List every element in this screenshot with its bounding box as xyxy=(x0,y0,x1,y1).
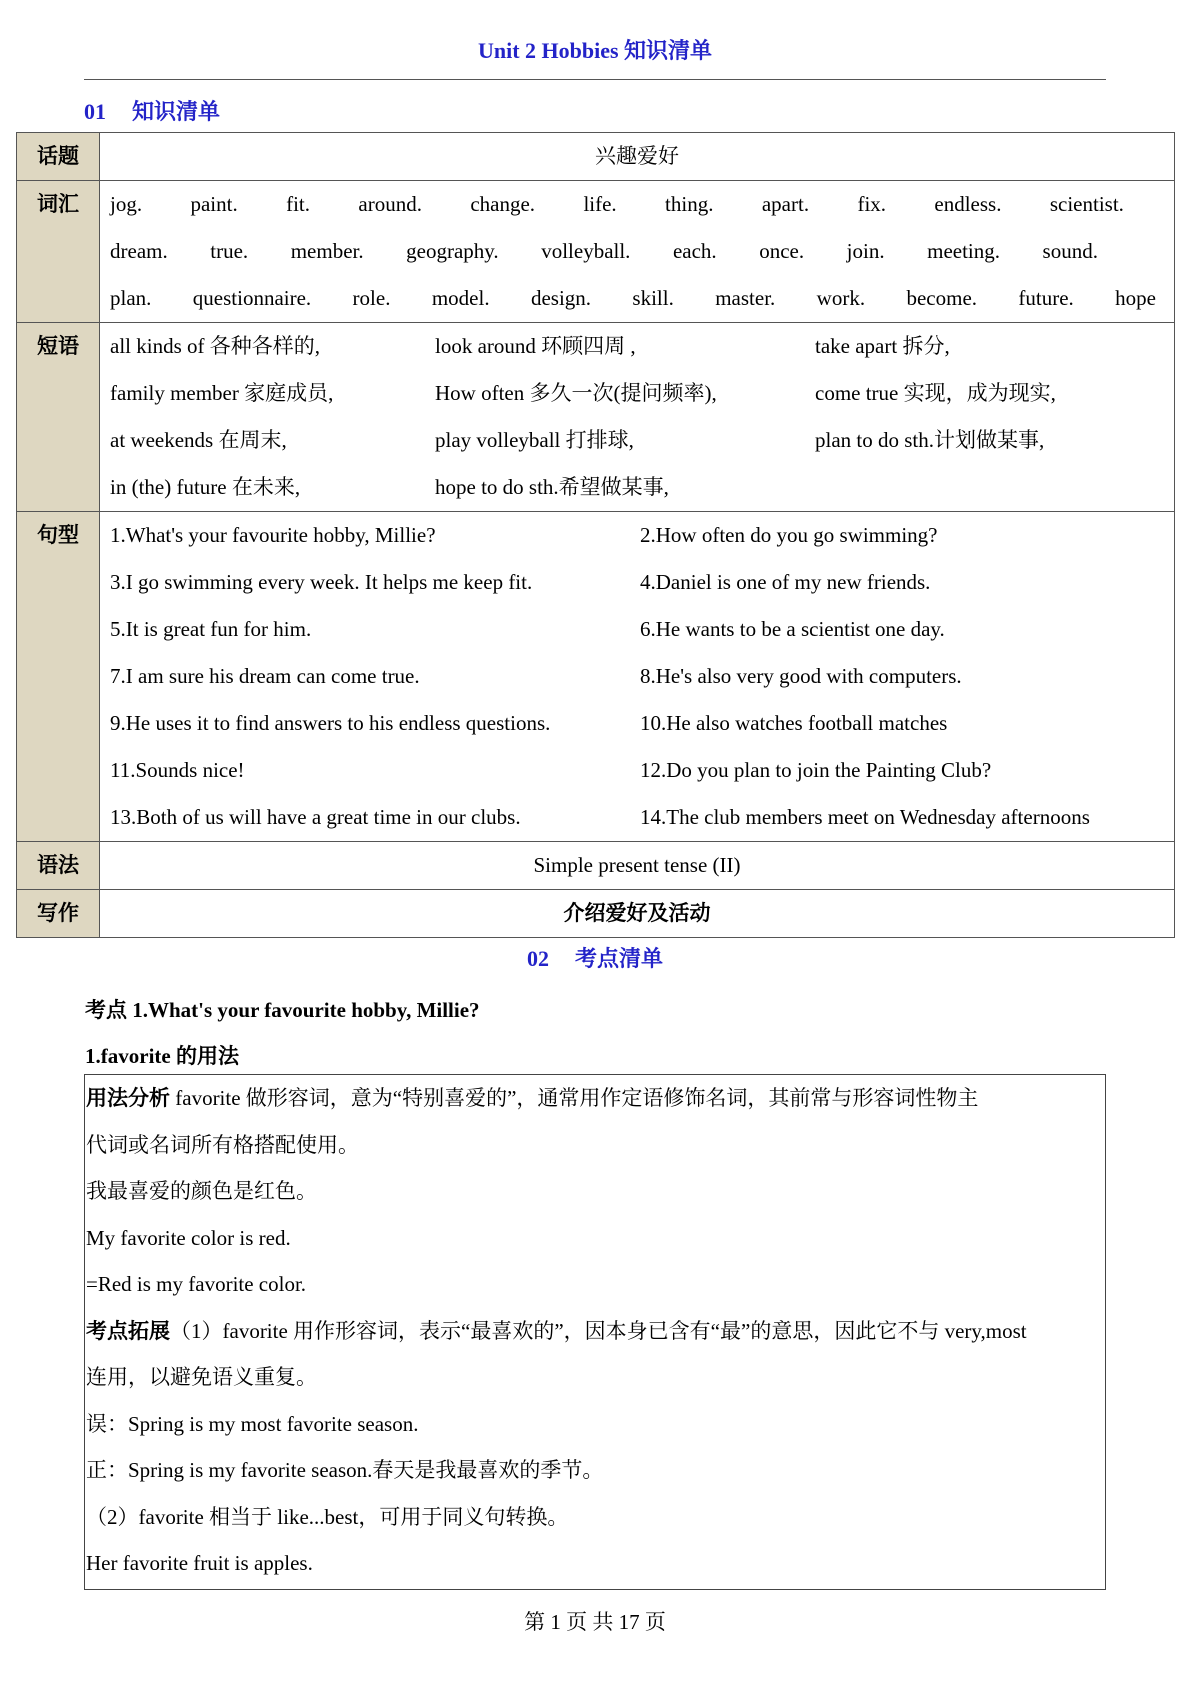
row-label: 短语 xyxy=(17,323,100,512)
vocab-word: apart. xyxy=(761,192,810,216)
vocab-word: join. xyxy=(846,239,885,263)
knowledge-table xyxy=(16,132,1175,938)
sentence-item: 5.It is great fun for him. xyxy=(110,617,312,641)
sentence-item: 12.Do you plan to join the Painting Club? xyxy=(640,758,992,782)
row-vocab xyxy=(17,181,1175,323)
extension-text: （1）favorite 用作形容词，表示“最喜欢的”，因本身已含有“最”的意思，因此它不与 very,most xyxy=(170,1318,1027,1343)
topic-value: 兴趣爱好 xyxy=(100,133,1175,181)
vocab-word: dream. xyxy=(110,239,168,263)
page-title: Unit 2 Hobbies 知识清单 xyxy=(477,38,713,63)
row-sentences xyxy=(17,512,1175,842)
title-divider xyxy=(84,79,1106,80)
vocab-word: become. xyxy=(906,286,978,310)
phrases-grid xyxy=(100,323,1174,511)
phrase-item: family member 家庭成员, xyxy=(110,381,334,405)
kaodian-subheading: 1.favorite 的用法 xyxy=(85,1044,239,1068)
phrase-item: look around 环顾四周 , xyxy=(435,334,636,358)
right-example: 正：Spring is my favorite season.春天是我最喜欢的季节。 xyxy=(86,1458,604,1482)
row-label: 写作 xyxy=(17,890,100,938)
page-footer: 第 1 页 共 17 页 xyxy=(524,1610,666,1634)
vocab-word: member. xyxy=(290,239,364,263)
vocab-word: fix. xyxy=(857,192,887,216)
point-2: （2）favorite 相当于 like...best，可用于同义句转换。 xyxy=(86,1504,569,1529)
extension-line xyxy=(85,1308,1105,1355)
vocab-word: plan. xyxy=(110,286,152,310)
row-label: 句型 xyxy=(17,512,100,842)
vocab-line xyxy=(100,275,1174,322)
vocab-word: work. xyxy=(816,286,866,310)
sentence-item: 7.I am sure his dream can come true. xyxy=(110,664,420,688)
writing-value: 介绍爱好及活动 xyxy=(100,890,1175,938)
row-label: 语法 xyxy=(17,842,100,890)
usage-text: favorite 做形容词，意为“特别喜爱的”，通常用作定语修饰名词，其前常与形容词性物主 xyxy=(170,1086,979,1110)
sentence-item: 4.Daniel is one of my new friends. xyxy=(640,570,931,594)
phrase-item: plan to do sth.计划做某事, xyxy=(815,428,1045,452)
phrase-item xyxy=(805,464,1174,511)
vocab-word: model. xyxy=(431,286,490,310)
example-cn: 我最喜爱的颜色是红色。 xyxy=(86,1179,317,1203)
sentence-item: 10.He also watches football matches xyxy=(640,711,948,735)
vocab-word: fit. xyxy=(286,192,311,216)
sentences-grid xyxy=(100,512,1174,841)
phrase-item: all kinds of 各种各样的, xyxy=(110,334,320,358)
section-heading-knowledge xyxy=(84,95,220,126)
phrase-item: play volleyball 打排球, xyxy=(435,428,634,452)
section-number: 01 xyxy=(84,99,106,124)
vocab-word: design. xyxy=(530,286,592,310)
sentence-item: 11.Sounds nice! xyxy=(110,758,245,782)
phrase-item: come true 实现，成为现实, xyxy=(815,381,1056,405)
row-writing xyxy=(17,890,1175,938)
usage-label: 用法分析 xyxy=(86,1086,170,1110)
row-phrases xyxy=(17,323,1175,512)
sentence-item: 13.Both of us will have a great time in our clubs. xyxy=(110,805,521,829)
row-grammar xyxy=(17,842,1175,890)
vocab-word: change. xyxy=(470,192,536,216)
usage-line-2: 代词或名词所有格搭配使用。 xyxy=(86,1132,359,1157)
vocab-word: endless. xyxy=(934,192,1002,216)
vocab-word: skill. xyxy=(632,286,674,310)
section-title: 知识清单 xyxy=(132,99,221,124)
usage-line xyxy=(85,1075,1105,1122)
kaodian-heading: 考点 1.What's your favourite hobby, Millie? xyxy=(85,998,480,1022)
vocab-word: paint. xyxy=(190,192,238,216)
phrase-item: take apart 拆分, xyxy=(815,334,950,358)
extension-line-2: 连用，以避免语义重复。 xyxy=(86,1365,317,1389)
sentences-cell xyxy=(100,512,1175,842)
sentence-item: 3.I go swimming every week. It helps me keep fit. xyxy=(110,570,533,594)
example-last: Her favorite fruit is apples. xyxy=(86,1551,313,1575)
sentence-item: 6.He wants to be a scientist one day. xyxy=(640,617,945,641)
section-number: 02 xyxy=(526,946,549,971)
usage-box xyxy=(84,1074,1106,1590)
vocab-word: role. xyxy=(352,286,391,310)
phrase-item: in (the) future 在未来, xyxy=(110,475,301,499)
vocab-word: geography. xyxy=(406,239,499,263)
vocab-word: volleyball. xyxy=(541,239,631,263)
sentence-item: 2.How often do you go swimming? xyxy=(640,523,938,547)
vocab-word: each. xyxy=(672,239,717,263)
example-en-2: =Red is my favorite color. xyxy=(86,1272,307,1296)
phrases-cell xyxy=(100,323,1175,512)
vocab-word: true. xyxy=(210,239,249,263)
vocab-word: future. xyxy=(1018,286,1074,310)
sentence-item: 9.He uses it to find answers to his endless questions. xyxy=(110,711,551,735)
example-en-1: My favorite color is red. xyxy=(86,1225,291,1250)
vocab-word: master. xyxy=(715,286,776,310)
vocab-word: questionnaire. xyxy=(192,286,312,310)
phrase-item: hope to do sth.希望做某事, xyxy=(435,475,669,499)
section-heading-kaodian xyxy=(0,942,1190,973)
vocab-word: once. xyxy=(759,239,805,263)
vocab-word: hope xyxy=(1115,286,1156,310)
vocab-word: thing. xyxy=(665,192,714,216)
vocab-word: jog. xyxy=(110,192,143,216)
section-title: 考点清单 xyxy=(574,946,663,971)
vocab-word: meeting. xyxy=(927,239,1001,263)
phrase-item: at weekends 在周末, xyxy=(110,428,287,452)
vocab-cell xyxy=(100,181,1175,323)
vocab-line xyxy=(100,181,1174,228)
sentence-item: 8.He's also very good with computers. xyxy=(640,664,962,688)
vocab-word: around. xyxy=(358,192,422,216)
extension-label: 考点拓展 xyxy=(86,1318,170,1343)
row-label: 话题 xyxy=(17,133,100,181)
vocab-word: sound. xyxy=(1042,239,1098,263)
vocab-word: scientist. xyxy=(1049,192,1124,216)
phrase-item: How often 多久一次(提问频率), xyxy=(435,381,717,405)
wrong-example: 误：Spring is my most favorite season. xyxy=(86,1411,419,1436)
vocab-line xyxy=(100,228,1174,275)
sentence-item: 1.What's your favourite hobby, Millie? xyxy=(110,523,436,547)
grammar-value: Simple present tense (II) xyxy=(100,842,1175,890)
row-label: 词汇 xyxy=(17,181,100,323)
sentence-item: 14.The club members meet on Wednesday afternoons xyxy=(640,805,1090,829)
vocab-word: life. xyxy=(583,192,617,216)
row-topic xyxy=(17,133,1175,181)
